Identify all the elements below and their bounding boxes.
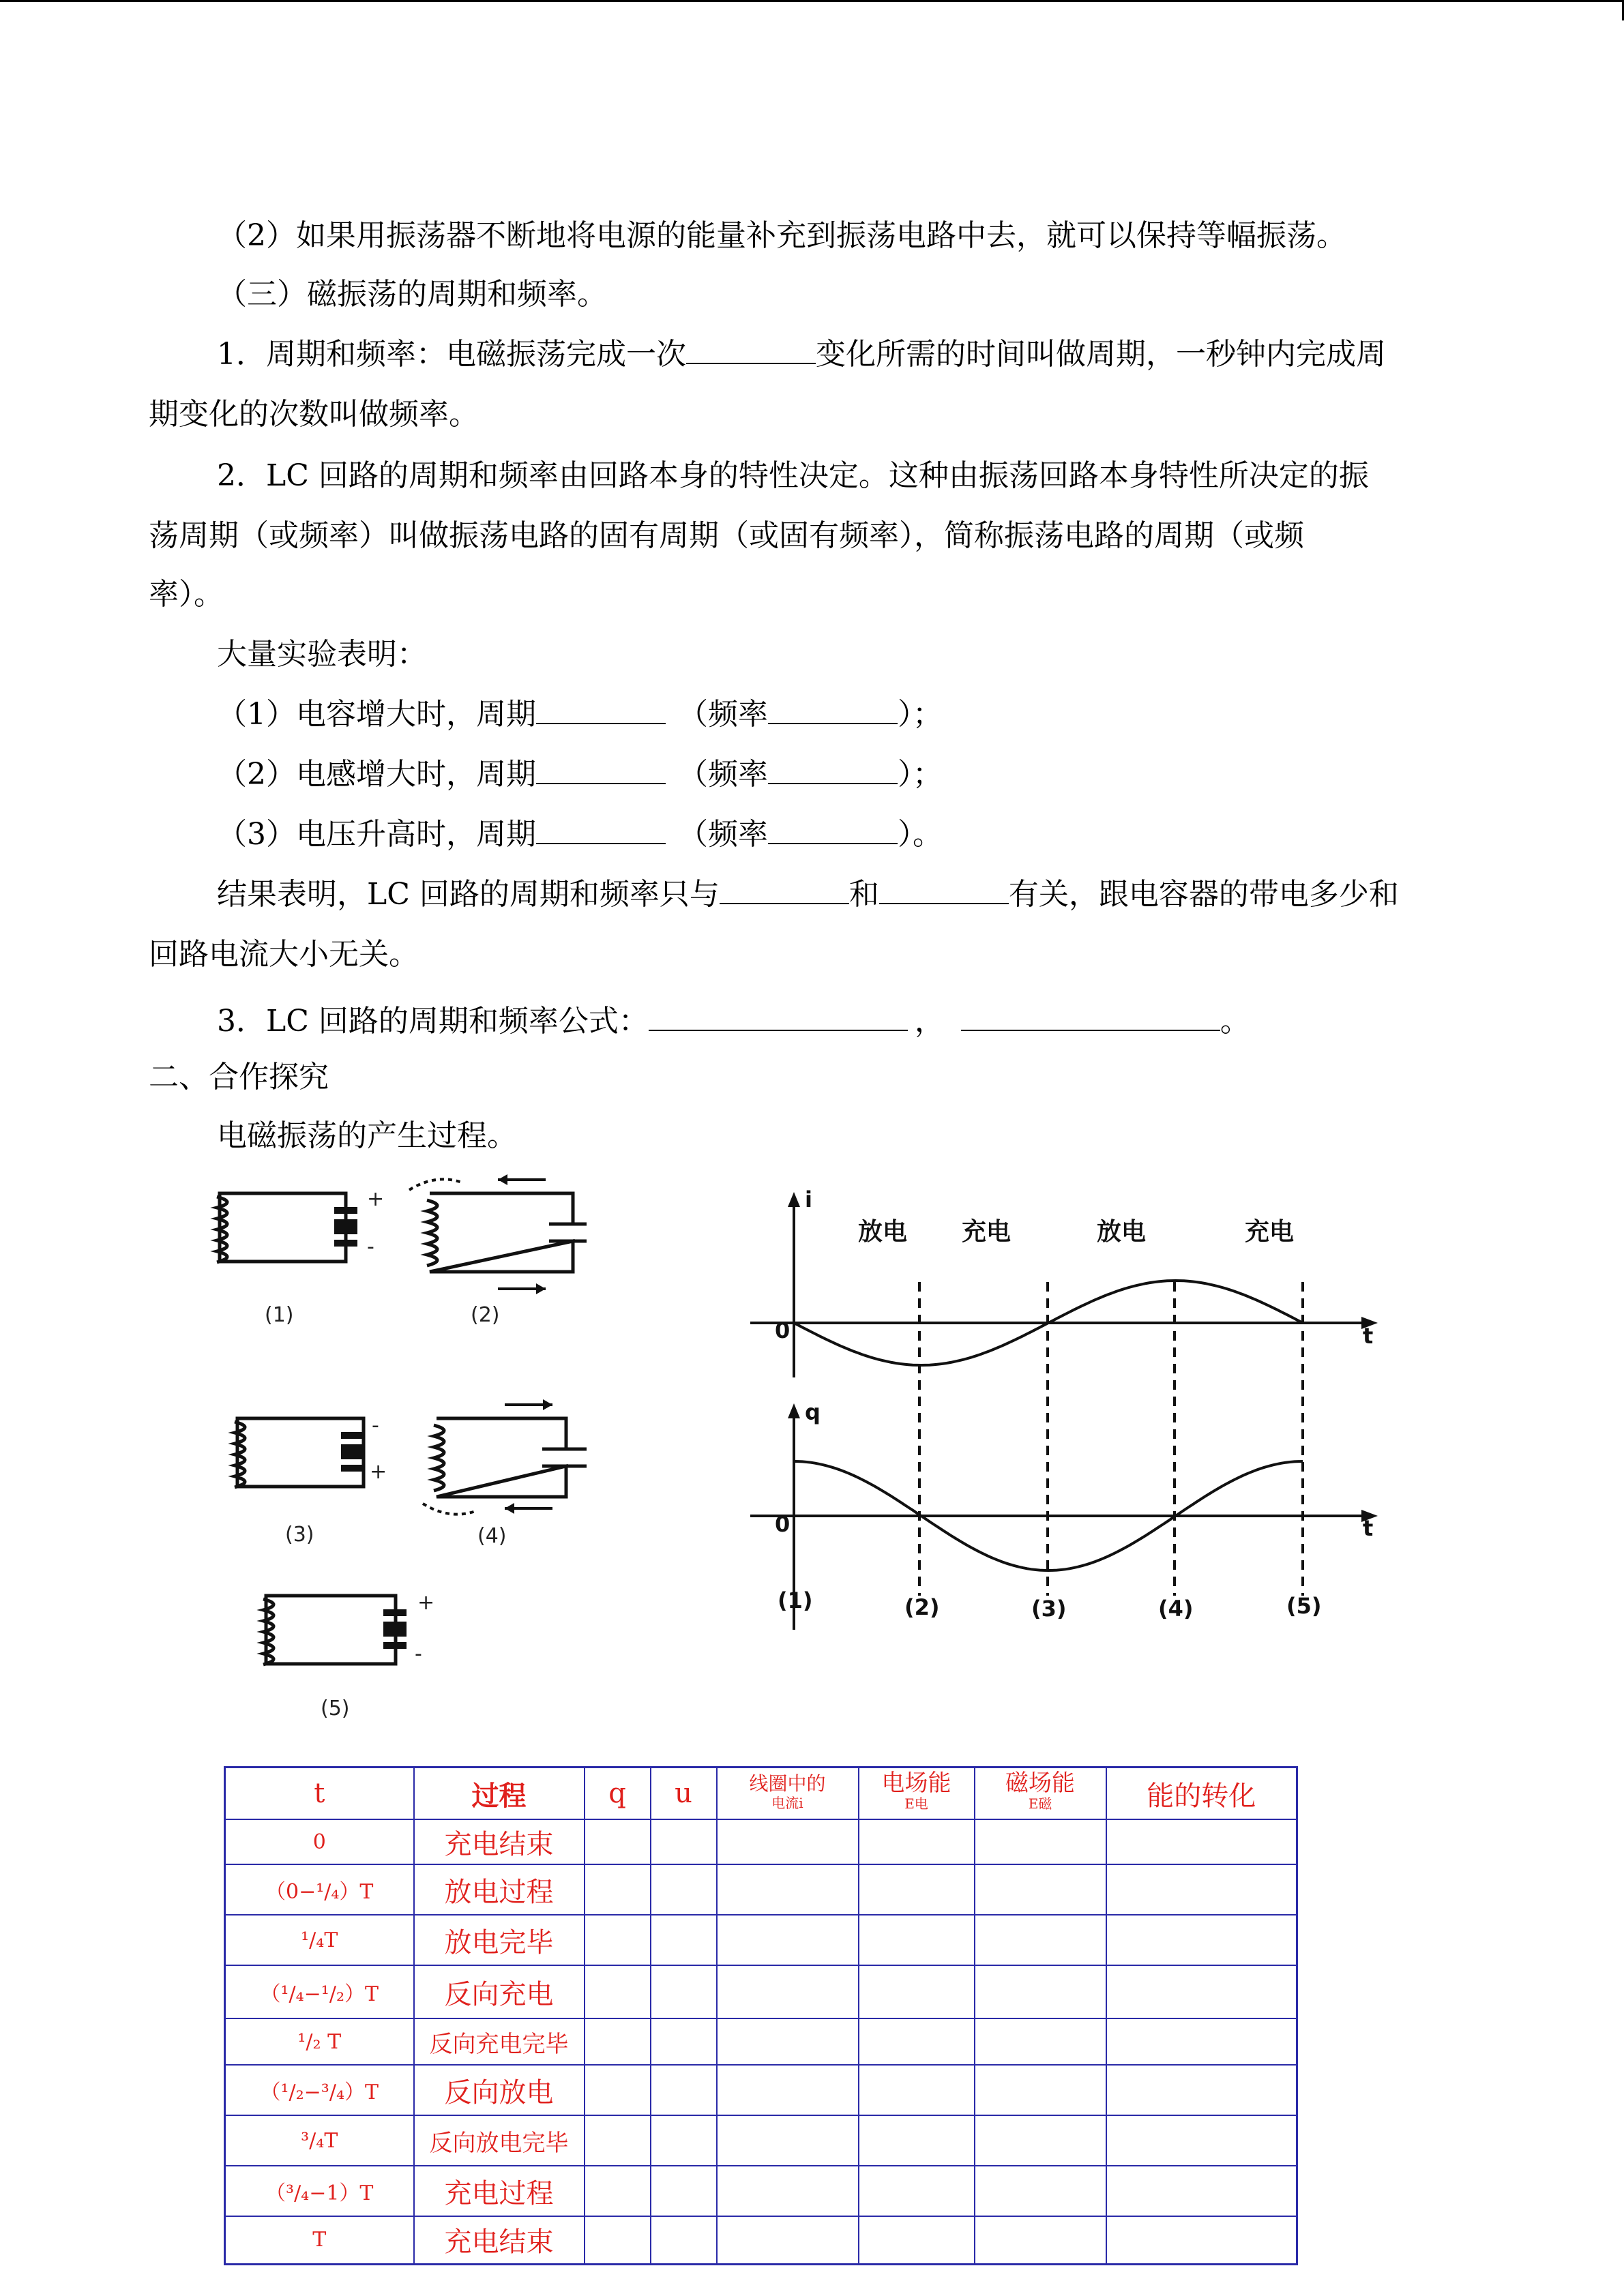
text-segment: 。 (1220, 1004, 1250, 1039)
paragraph-lc-period (217, 456, 1369, 496)
text-segment: 荡周期（或频率）叫做振荡电路的固有周期（或固有频率），简称振荡电路的周期（或频 (149, 518, 1304, 553)
cell-coil-current[interactable] (717, 1864, 859, 1915)
cell-time: ¹/₂ T (225, 2018, 414, 2065)
circuit-label-1: (1) (265, 1303, 294, 1327)
cell-u[interactable] (651, 2065, 717, 2115)
cell-process: 反向充电 (414, 1965, 585, 2018)
cell-energy-conversion[interactable] (1106, 1965, 1297, 2018)
header-line: E磁 (1028, 1795, 1052, 1812)
cell-u[interactable] (651, 2216, 717, 2264)
cell-process: 反向充电完毕 (414, 2018, 585, 2065)
fill-blank[interactable] (536, 696, 666, 724)
cell-coil-current[interactable] (717, 2166, 859, 2216)
paragraph-period-definition (217, 334, 1386, 375)
heading-text: 二、合作探究 (149, 1060, 329, 1094)
cell-electric-energy[interactable] (859, 1915, 975, 1965)
cell-u[interactable] (651, 1915, 717, 1965)
fill-blank[interactable] (768, 756, 898, 784)
cell-process: 放电过程 (414, 1864, 585, 1915)
phase-label-charge: 充电 (962, 1218, 1012, 1246)
header-process: 过程 (414, 1768, 585, 1820)
cell-magnetic-energy[interactable] (975, 2018, 1106, 2065)
cell-energy-conversion[interactable] (1106, 2065, 1297, 2115)
minus-sign: - (367, 1235, 374, 1259)
cell-q[interactable] (585, 1864, 651, 1915)
cell-process: 放电完毕 (414, 1915, 585, 1965)
cell-magnetic-energy[interactable] (975, 2065, 1106, 2115)
t-axis-label: t (1363, 1323, 1374, 1349)
circuit-label-5: (5) (321, 1697, 350, 1720)
experiment-item-1 (217, 694, 943, 735)
fill-blank[interactable] (768, 696, 898, 724)
text-segment: 变化所需的时间叫做周期，一秒钟内完成周 (816, 337, 1386, 372)
table-row (225, 1819, 1297, 1864)
section-heading-period (217, 274, 607, 315)
cell-q[interactable] (585, 1819, 651, 1864)
cell-time: ¹/₄T (225, 1915, 414, 1965)
cell-magnetic-energy[interactable] (975, 2216, 1106, 2264)
cell-coil-current[interactable] (717, 2018, 859, 2065)
cell-process: 充电结束 (414, 2216, 585, 2264)
cell-electric-energy[interactable] (859, 2115, 975, 2166)
text-segment: 3．LC 回路的周期和频率公式： (217, 1004, 649, 1039)
cell-magnetic-energy[interactable] (975, 1864, 1106, 1915)
cell-energy-conversion[interactable] (1106, 2115, 1297, 2166)
i-axis-arrow (788, 1192, 800, 1207)
text-segment: （3）电压升高时，周期 (217, 817, 536, 852)
cell-q[interactable] (585, 1915, 651, 1965)
cell-coil-current[interactable] (717, 2216, 859, 2264)
t-axis-label: t (1363, 1515, 1374, 1541)
header-coil-current (717, 1768, 859, 1820)
text-segment: 和 (848, 877, 879, 912)
cell-energy-conversion[interactable] (1106, 1819, 1297, 1864)
cell-time: （0−¹/₄）T (225, 1864, 414, 1915)
cell-u[interactable] (651, 2018, 717, 2065)
cell-time: （¹/₂−³/₄）T (225, 2065, 414, 2115)
cell-time: （¹/₄−¹/₂）T (225, 1965, 414, 2018)
text-segment: 电磁振荡的产生过程。 (217, 1118, 517, 1153)
circuit-label-3: (3) (285, 1523, 314, 1547)
cell-q[interactable] (585, 2018, 651, 2065)
paragraph-oscillation-process (217, 1116, 517, 1157)
header-energy-conversion: 能的转化 (1106, 1768, 1297, 1820)
cell-u[interactable] (651, 1864, 717, 1915)
text-segment: （频率 (678, 757, 768, 792)
cell-time: 0 (225, 1819, 414, 1864)
text-segment: （2）电感增大时，周期 (217, 757, 536, 792)
origin-label: 0 (775, 1511, 791, 1537)
text-segment: 率）。 (149, 577, 224, 612)
fill-blank[interactable] (961, 1002, 1220, 1031)
cell-magnetic-energy[interactable] (975, 1915, 1106, 1965)
plus-sign: + (417, 1591, 435, 1615)
lc-circuit-diagrams (205, 1159, 587, 1759)
header-t: t (225, 1768, 414, 1820)
paragraph-text: （2）如果用振荡器不断地将电源的能量补充到振荡电路中去，就可以保持等幅振荡。 (217, 218, 1346, 253)
cell-u[interactable] (651, 2115, 717, 2166)
text-segment: 大量实验表明： (217, 637, 427, 672)
heading-text: （三）磁振荡的周期和频率。 (217, 277, 607, 312)
text-segment: （频率 (678, 817, 768, 852)
cell-process: 充电过程 (414, 2166, 585, 2216)
phase-label-charge: 充电 (1245, 1218, 1295, 1246)
cell-process: 充电结束 (414, 1819, 585, 1864)
header-line: 电场能 (881, 1770, 951, 1797)
paragraph-lc-period-cont1 (149, 516, 1304, 556)
cell-q[interactable] (585, 2115, 651, 2166)
circuit-3 (235, 1414, 387, 1547)
marker-label-3: (3) (1031, 1596, 1067, 1622)
fill-blank[interactable] (686, 336, 816, 364)
text-segment: （1）电容增大时，周期 (217, 697, 536, 732)
fill-blank[interactable] (768, 816, 898, 844)
text-segment: ）。 (898, 817, 943, 852)
text-segment: ）； (898, 697, 943, 732)
experiment-item-2 (217, 754, 943, 795)
section-heading-explore (149, 1057, 329, 1098)
fill-blank[interactable] (720, 876, 849, 904)
header-magnetic-energy (975, 1768, 1106, 1820)
cell-energy-conversion[interactable] (1106, 2216, 1297, 2264)
plus-sign: + (367, 1187, 385, 1211)
paragraph-result-cont (149, 934, 419, 975)
cell-q[interactable] (585, 2216, 651, 2264)
header-line: E电 (904, 1795, 928, 1812)
cell-time: ³/₄T (225, 2115, 414, 2166)
table-row (225, 1915, 1297, 1965)
current-charge-waveforms (737, 1180, 1391, 1643)
fill-blank[interactable] (879, 876, 1009, 904)
marker-label-1: (1) (778, 1587, 813, 1613)
phase-label-discharge: 放电 (858, 1218, 908, 1246)
table-row (225, 2166, 1297, 2216)
header-line: 电流i (771, 1795, 803, 1811)
paragraph-formula (217, 1001, 1250, 1042)
cell-coil-current[interactable] (717, 2115, 859, 2166)
table-header-row (225, 1768, 1297, 1820)
fill-blank[interactable] (536, 816, 666, 844)
circuit-label-2: (2) (471, 1303, 500, 1327)
q-axis-arrow (788, 1403, 800, 1418)
cell-magnetic-energy[interactable] (975, 1819, 1106, 1864)
circuit-label-4: (4) (477, 1524, 507, 1548)
cell-electric-energy[interactable] (859, 2216, 975, 2264)
circuit-2 (409, 1174, 587, 1327)
paragraph-result (217, 874, 1399, 915)
marker-label-2: (2) (904, 1594, 940, 1620)
header-q: q (585, 1768, 651, 1820)
table-row (225, 1864, 1297, 1915)
cell-process: 反向放电 (414, 2065, 585, 2115)
page-top-border (0, 0, 1624, 2)
text-segment: （频率 (678, 697, 768, 732)
cell-energy-conversion[interactable] (1106, 1915, 1297, 1965)
cell-u[interactable] (651, 1965, 717, 2018)
header-electric-energy (859, 1768, 975, 1820)
cell-q[interactable] (585, 2065, 651, 2115)
table-row (225, 2216, 1297, 2264)
text-segment: ， (914, 1004, 945, 1039)
text-segment: 回路电流大小无关。 (149, 937, 419, 972)
cell-energy-conversion[interactable] (1106, 2166, 1297, 2216)
cell-coil-current[interactable] (717, 1819, 859, 1864)
cell-electric-energy[interactable] (859, 1819, 975, 1864)
table-row (225, 2115, 1297, 2166)
cell-process: 反向放电完毕 (414, 2115, 585, 2166)
text-segment: 结果表明，LC 回路的周期和频率只与 (217, 877, 720, 912)
cell-electric-energy[interactable] (859, 2166, 975, 2216)
text-segment: ）； (898, 757, 943, 792)
phase-label-discharge: 放电 (1097, 1218, 1147, 1246)
cell-magnetic-energy[interactable] (975, 2115, 1106, 2166)
fill-blank[interactable] (649, 1002, 908, 1031)
circuit-4 (423, 1399, 587, 1548)
cell-energy-conversion[interactable] (1106, 1864, 1297, 1915)
text-segment: 有关，跟电容器的带电多少和 (1008, 877, 1399, 912)
q-axis-label: q (805, 1399, 821, 1425)
origin-label: 0 (775, 1317, 791, 1343)
header-u: u (651, 1768, 717, 1820)
cell-magnetic-energy[interactable] (975, 2166, 1106, 2216)
text-segment: 1．周期和频率：电磁振荡完成一次 (217, 337, 686, 372)
plus-sign: + (370, 1460, 387, 1484)
cell-magnetic-energy[interactable] (975, 1965, 1106, 2018)
fill-blank[interactable] (536, 756, 666, 784)
cell-u[interactable] (651, 2166, 717, 2216)
cell-electric-energy[interactable] (859, 2018, 975, 2065)
paragraph-experiments (217, 634, 427, 675)
table-row (225, 1965, 1297, 2018)
header-line: 线圈中的 (749, 1772, 826, 1795)
oscillation-process-table (224, 1766, 1298, 2265)
cell-electric-energy[interactable] (859, 2065, 975, 2115)
minus-sign: - (372, 1414, 379, 1437)
cell-time: （³/₄−1）T (225, 2166, 414, 2216)
paragraph-period-definition-cont (149, 394, 479, 435)
text-segment: 2．LC 回路的周期和频率由回路本身的特性决定。这种由振荡回路本身特性所决定的振 (217, 458, 1369, 493)
paragraph-amplitude (217, 215, 1346, 256)
cell-energy-conversion[interactable] (1106, 2018, 1297, 2065)
cell-time: T (225, 2216, 414, 2264)
cell-coil-current[interactable] (717, 1915, 859, 1965)
header-line: 磁场能 (1005, 1770, 1075, 1797)
cell-q[interactable] (585, 2166, 651, 2216)
marker-label-4: (4) (1158, 1596, 1194, 1622)
text-segment: 期变化的次数叫做频率。 (149, 397, 479, 432)
circuit-5 (263, 1591, 434, 1720)
cell-coil-current[interactable] (717, 1965, 859, 2018)
i-axis-label: i (805, 1187, 812, 1212)
cell-q[interactable] (585, 1965, 651, 2018)
cell-electric-energy[interactable] (859, 1965, 975, 2018)
marker-label-5: (5) (1286, 1593, 1322, 1619)
cell-coil-current[interactable] (717, 2065, 859, 2115)
circuit-1 (217, 1187, 384, 1327)
table-row (225, 2065, 1297, 2115)
cell-electric-energy[interactable] (859, 1864, 975, 1915)
paragraph-lc-period-cont2 (149, 574, 224, 615)
experiment-item-3 (217, 814, 943, 855)
table-row (225, 2018, 1297, 2065)
cell-u[interactable] (651, 1819, 717, 1864)
minus-sign: - (415, 1642, 422, 1666)
